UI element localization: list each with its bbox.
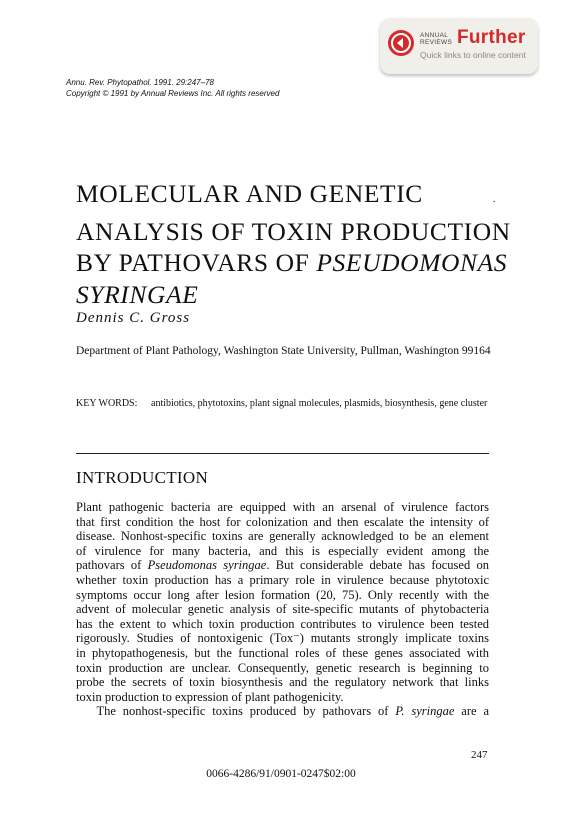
author-affiliation: Department of Plant Pathology, Washington State University, Pullman, Washington 99164: [76, 345, 491, 357]
title-stray-mark: .: [492, 194, 497, 205]
title-line-3: BY PATHOVARS OF PSEUDOMONAS: [76, 248, 508, 277]
body-line: of virulence for many bacteria, and this is especially evident among the: [76, 543, 489, 558]
badge-reviews: REVIEWS: [420, 39, 453, 46]
body-line: The nonhost-specific toxins produced by pathovars of P. syringae are a: [76, 704, 489, 719]
body-line: has the extent to which toxin production contributes to virulence been tested: [76, 616, 489, 631]
body-line: pathovars of Pseudomonas syringae. But considerable debate has focused on: [76, 558, 489, 573]
keywords-text: antibiotics, phytotoxins, plant signal molecules, plasmids, biosynthesis, gene cluster: [151, 398, 488, 409]
section-heading: INTRODUCTION: [76, 468, 209, 487]
body-line: Plant pathogenic bacteria are equipped with an arsenal of virulence factors: [76, 500, 489, 514]
title-line-2: ANALYSIS OF TOXIN PRODUCTION: [76, 216, 511, 246]
annual-reviews-further-badge[interactable]: [380, 18, 538, 74]
footer-code: 0066-4286/91/0901-0247$02:00: [206, 768, 356, 780]
title-line-4: SYRINGAE: [76, 279, 199, 309]
title-line-1: MOLECULAR AND GENETIC .: [76, 179, 497, 208]
keywords-label: KEY WORDS:: [76, 398, 138, 409]
body-line: advent of molecular genetic analysis of site-specific mutants of phytobacteria: [76, 602, 489, 617]
author-name: Dennis C. Gross: [76, 310, 191, 326]
body-line: probe the secrets of toxin biosynthesis and the regulatory network that links: [76, 675, 489, 690]
body-line: rigorously. Studies of nontoxigenic (Tox⁻) mutants strongly implicate toxins: [76, 631, 489, 646]
copyright-line: Copyright © 1991 by Annual Reviews Inc. All rights reserved: [66, 89, 280, 98]
play-arrow-icon: [388, 30, 414, 56]
article-title: [76, 178, 516, 310]
body-line: symptoms occur long after lesion formation (20, 75). Only recently with the: [76, 587, 489, 602]
page-number: 247: [471, 749, 488, 761]
citation-line: Annu. Rev. Phytopathol. 1991. 29:247–78: [66, 78, 214, 87]
body-line: toxin production to expression of plant pathogenicity.: [76, 689, 344, 704]
body-line: disease. Nonhost-specific toxins are generally acknowledged to be an element: [76, 529, 489, 544]
body-line: toxin production are unclear. Consequently, genetic research is beginning to: [76, 660, 489, 675]
section-divider: [76, 453, 489, 454]
badge-tagline: Quick links to online content: [420, 50, 526, 60]
badge-annual: ANNUAL: [420, 32, 449, 39]
body-line: that first condition the host for colonization and then escalate the intensity of: [76, 514, 489, 529]
body-line: whether toxin production has a primary role in virulence because phytotoxic: [76, 572, 489, 587]
body-line: in phytopathogenesis, but the functional roles of these genes associated with: [76, 645, 489, 660]
body-text: [76, 500, 489, 719]
badge-brand: Further: [457, 27, 526, 48]
